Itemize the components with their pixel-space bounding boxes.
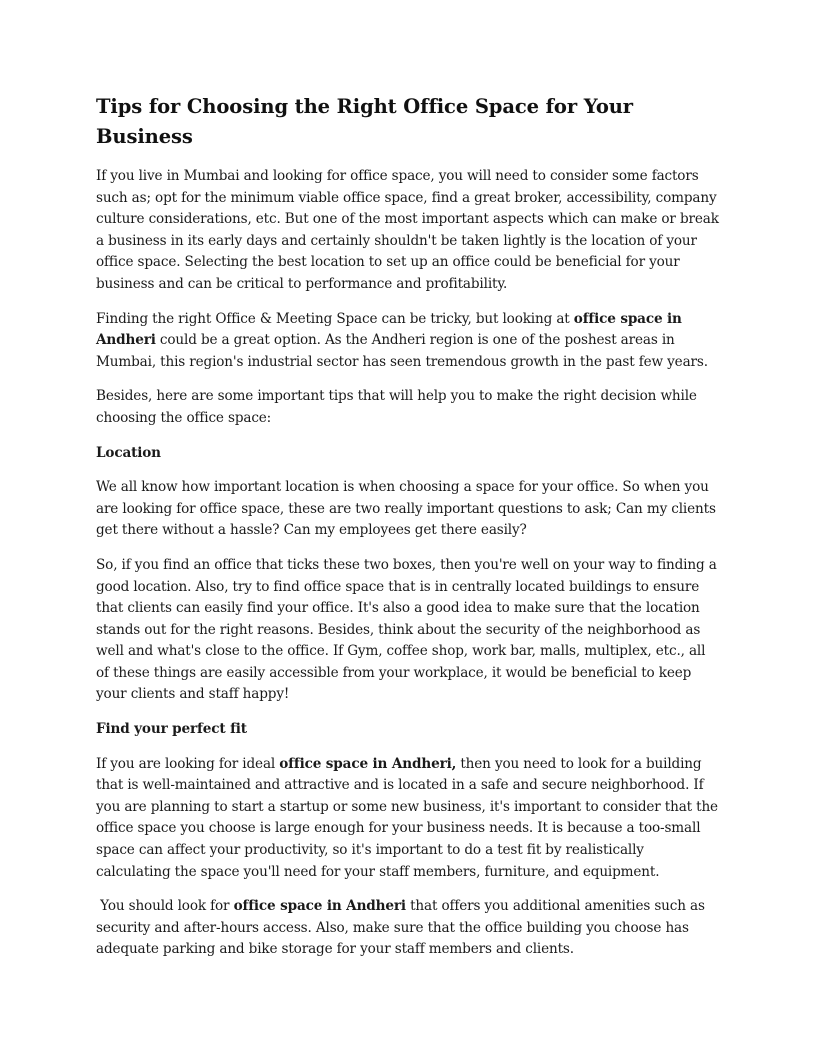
paragraph-andheri-option xyxy=(96,309,722,374)
keyword-office-space-andheri: office space in Andheri xyxy=(233,898,406,915)
paragraph-amenities xyxy=(96,896,722,961)
section-heading-perfect-fit: Find your perfect fit xyxy=(96,721,247,738)
keyword-office-space-andheri: office space in Andheri xyxy=(96,310,682,349)
text-run: Finding the right Office & Meeting Space can be tricky, but looking at xyxy=(96,310,574,327)
section-heading-location: Location xyxy=(96,444,161,461)
paragraph-tips-intro: Besides, here are some important tips that will help you to make the right decision while choosing the office space: xyxy=(96,388,697,426)
page-title: Tips for Choosing the Right Office Space for Your Business xyxy=(96,95,633,148)
paragraph-intro: If you live in Mumbai and looking for office space, you will need to consider some factors such as; opt for the minimum viable office space, find a great broker, accessibility, company culture considerations, etc. But one of the most important aspects which can make or break a business in its early days and certainly shouldn't be taken lightly is the location of your office space. Selecting the best location to set up an office could be beneficial for your business and can be critical to performance and profitability. xyxy=(96,168,719,292)
text-run: could be a great option. As the Andheri region is one of the poshest areas in Mumbai, this region's industrial sector has seen tremendous growth in the past few years. xyxy=(96,332,708,370)
text-run: then you need to look for a building that is well-maintained and attractive and is located in a safe and secure neighborhood. If you are planning to start a startup or some new business, it's important to consider that the office space you choose is large enough for your business needs. It is because a too-small space can affect your productivity, so it's important to do a test fit by realistically calculating the space you'll need for your staff members, furniture, and equipment. xyxy=(96,755,718,880)
text-run: If you are looking for ideal xyxy=(96,755,280,772)
text-run: You should look for xyxy=(96,898,234,915)
document-page xyxy=(96,92,722,974)
text-run: that offers you additional amenities such as security and after-hours access. Also, make sure that the office building you choose has adequate parking and bike storage for your staff members and clients. xyxy=(96,898,709,958)
paragraph-location-questions: We all know how important location is when choosing a space for your office. So when you are looking for office space, these are two really important questions to ask; Can my clients get there without a hassle? Can my employees get there easily? xyxy=(96,479,716,539)
keyword-office-space-andheri: office space in Andheri, xyxy=(279,755,457,772)
paragraph-location-details: So, if you find an office that ticks these two boxes, then you're well on your way to finding a good location. Also, try to find office space that is in centrally located buildings to ensure that clients can easily find your office. It's also a good idea to make sure that the location stands out for the right reasons. Besides, think about the security of the neighborhood as well and what's close to the office. If Gym, coffee shop, work bar, malls, multiplex, etc., all of these things are easily accessible from your workplace, it would be beneficial to keep your clients and staff happy! xyxy=(96,556,717,703)
paragraph-perfect-fit xyxy=(96,754,722,884)
